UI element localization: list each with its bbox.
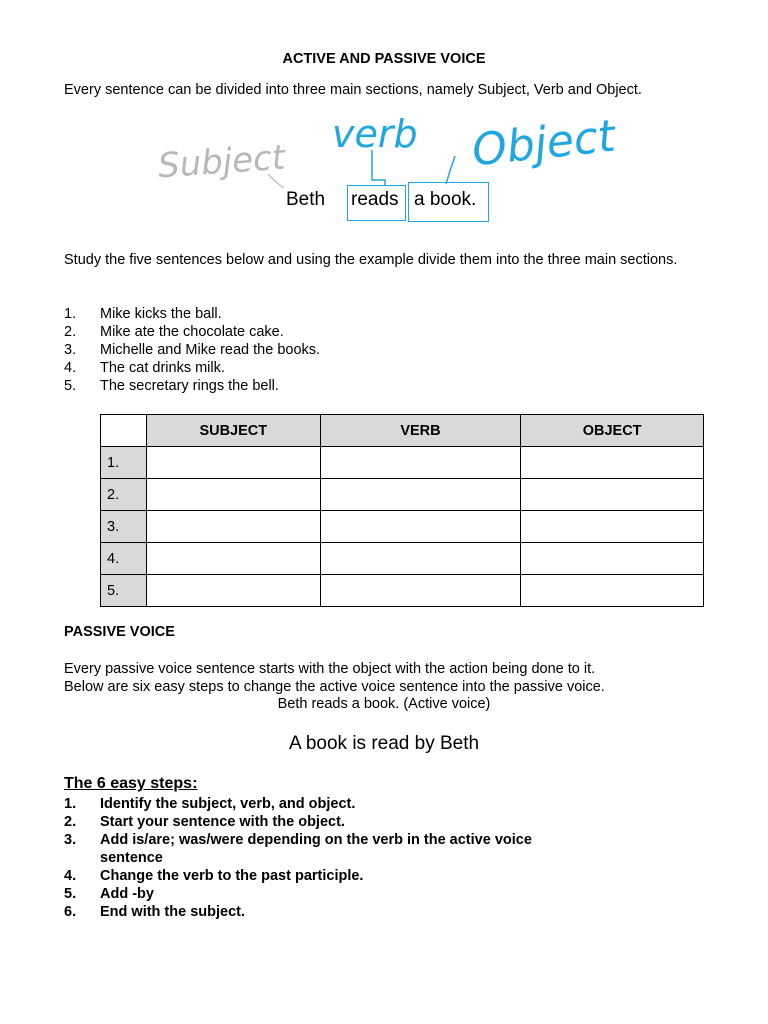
object-cell[interactable]: [521, 575, 704, 607]
list-item: 1. Mike kicks the ball.: [64, 306, 222, 322]
row-number: 3.: [101, 511, 147, 543]
steps-heading: The 6 easy steps:: [64, 775, 198, 792]
passive-heading: PASSIVE VOICE: [64, 624, 175, 640]
header-object: OBJECT: [521, 415, 704, 447]
step-item: 2. Start your sentence with the object.: [64, 814, 345, 830]
object-cell[interactable]: [521, 511, 704, 543]
answer-table: [100, 414, 704, 607]
step-item: 5. Add -by: [64, 886, 154, 902]
handwritten-subject: Subject: [156, 137, 287, 187]
subject-cell[interactable]: [146, 543, 320, 575]
sentence-list: [64, 305, 320, 395]
step-item: 4. Change the verb to the past participle.: [64, 868, 364, 884]
intro-paragraph: Every sentence can be divided into three main sections, namely Subject, Verb and Object.: [64, 82, 642, 98]
list-item: 2. Mike ate the chocolate cake.: [64, 324, 284, 340]
row-number: 1.: [101, 447, 147, 479]
table-row: [101, 511, 704, 543]
list-item: 4. The cat drinks milk.: [64, 360, 225, 376]
passive-line-2: Below are six easy steps to change the active voice sentence into the passive voice.: [64, 679, 605, 695]
handwritten-verb: verb: [332, 112, 418, 156]
header-verb: VERB: [320, 415, 521, 447]
subject-cell[interactable]: [146, 575, 320, 607]
verb-cell[interactable]: [320, 575, 521, 607]
list-item: 5. The secretary rings the bell.: [64, 378, 279, 394]
steps-list: [64, 795, 560, 921]
table-row: [101, 575, 704, 607]
subject-cell[interactable]: [146, 447, 320, 479]
header-blank-cell: [101, 415, 147, 447]
subject-cell[interactable]: [146, 479, 320, 511]
page-title: ACTIVE AND PASSIVE VOICE: [282, 51, 486, 67]
step-item: 6. End with the subject.: [64, 904, 246, 920]
step-item: 1. Identify the subject, verb, and object.: [64, 796, 356, 812]
object-cell[interactable]: [521, 447, 704, 479]
table-row: [101, 543, 704, 575]
table-row: [101, 479, 704, 511]
word-verb: reads: [351, 189, 399, 210]
object-cell[interactable]: [521, 543, 704, 575]
word-subject: Beth: [286, 189, 326, 210]
verb-cell[interactable]: [320, 543, 521, 575]
table-header-row: [101, 415, 704, 447]
row-number: 5.: [101, 575, 147, 607]
object-cell[interactable]: [521, 479, 704, 511]
subject-cell[interactable]: [146, 511, 320, 543]
handwritten-object: Object: [469, 110, 618, 177]
example-active: Beth reads a book. (Active voice): [277, 696, 491, 712]
example-passive: A book is read by Beth: [288, 733, 480, 754]
sentence-diagram: [150, 112, 650, 232]
instruction-paragraph: Study the five sentences below and using the example divide them into the three main sections.: [64, 252, 678, 268]
verb-cell[interactable]: [320, 511, 521, 543]
list-item: 3. Michelle and Mike read the books.: [64, 342, 321, 358]
passive-line-1: Every passive voice sentence starts with the object with the action being done to it.: [64, 661, 596, 677]
row-number: 4.: [101, 543, 147, 575]
row-number: 2.: [101, 479, 147, 511]
table-row: [101, 447, 704, 479]
verb-cell[interactable]: [320, 447, 521, 479]
header-subject: SUBJECT: [146, 415, 320, 447]
word-object: a book.: [414, 189, 477, 210]
step-item: 3. Add is/are; was/were depending on the verb in the active voice sentence: [64, 832, 532, 866]
verb-cell[interactable]: [320, 479, 521, 511]
